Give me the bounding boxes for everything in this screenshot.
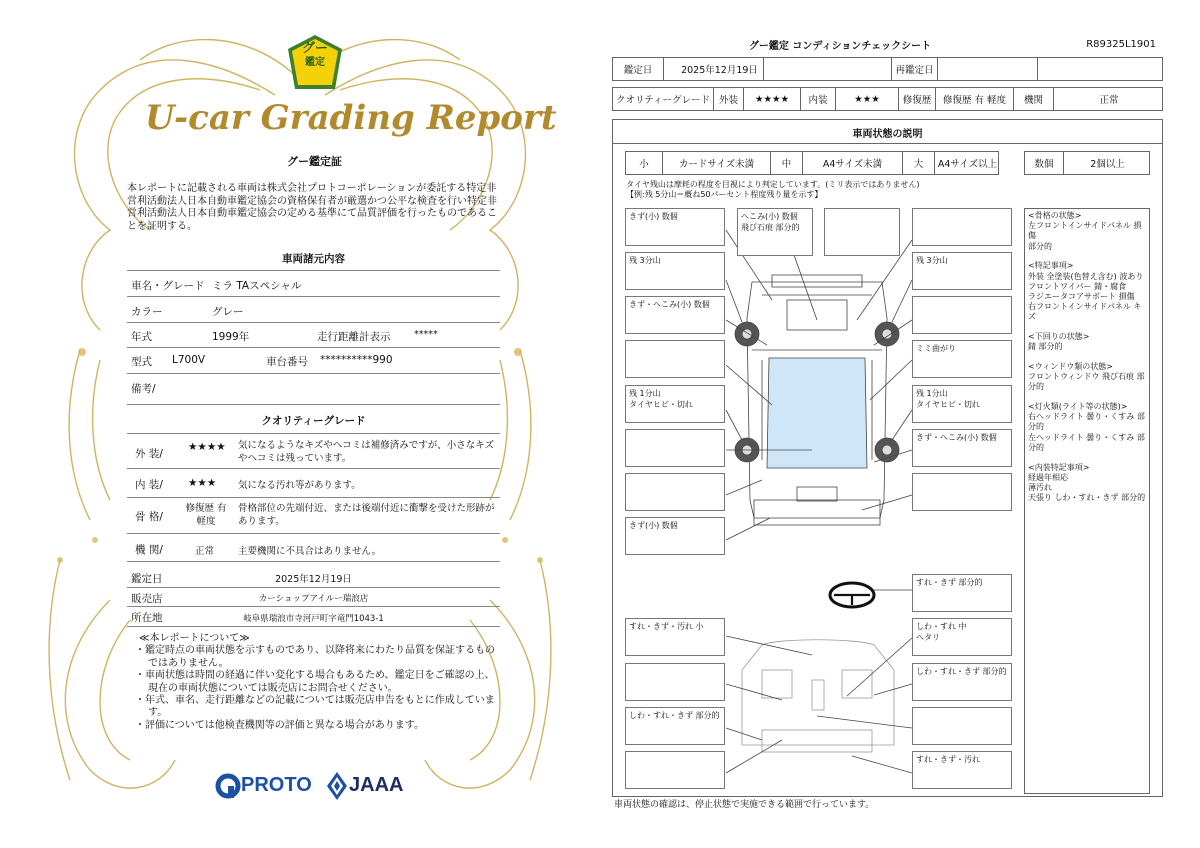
remarks-group xyxy=(1028,463,1146,504)
condition-box: しわ・すれ・きず 部分的 xyxy=(625,707,725,745)
condition-box: 残 1分山 タイヤヒビ・切れ xyxy=(912,385,1012,423)
row-engine-value: 正常 xyxy=(1053,88,1164,110)
report-script-title: U-car Grading Report xyxy=(145,98,557,138)
sheet-id: R89325L1901 xyxy=(1086,39,1156,50)
sheet-footer-note: 車両状態の確認は、停止状態で実施できる範囲で行っています。 xyxy=(614,800,875,810)
size-small: 小 xyxy=(639,159,649,170)
jaaa-logo-icon xyxy=(327,772,347,800)
remarks-panel xyxy=(1024,208,1150,794)
quality-section-title: クオリティーグレード xyxy=(261,415,366,427)
remarks-group xyxy=(1028,402,1146,453)
condition-box xyxy=(824,208,900,256)
color-label: カラー xyxy=(131,306,163,318)
shop-label: 販売店 xyxy=(131,593,163,605)
appraisal-date-value: 2025年12月19日 xyxy=(275,574,352,585)
remarks-line: フロントワイパー 錆・腐食 xyxy=(1028,281,1127,291)
condition-box xyxy=(625,429,725,467)
chassis-value: **********990 xyxy=(320,354,393,366)
quality-desc: 気になる汚れ等があります。 xyxy=(238,480,361,491)
row-int-label: 内装 xyxy=(800,88,835,110)
remarks-heading: <骨格の状態> xyxy=(1028,211,1082,220)
jaaa-logo-text: JAAA xyxy=(349,774,404,796)
appraisal-date-label: 鑑定日 xyxy=(131,573,163,585)
quality-desc: 主要機関に不具合はありません。 xyxy=(238,546,382,557)
remarks-line: 右ヘッドライト 曇り・くすみ 部分的 xyxy=(1028,412,1145,432)
car-name-label: 車名・グレード xyxy=(131,280,205,292)
quality-label: 外 装/ xyxy=(135,448,163,460)
count-desc: 2個以上 xyxy=(1063,152,1151,174)
report-notes xyxy=(135,633,495,732)
condition-box xyxy=(625,473,725,511)
remarks-heading: <特記事項> xyxy=(1028,261,1074,271)
date-label: 鑑定日 xyxy=(623,65,653,76)
condition-box: すれ・きず・汚れ 小 xyxy=(625,618,725,656)
size-large: 大 xyxy=(902,152,934,174)
quality-grade: ★★★★ xyxy=(188,441,226,453)
condition-box: しわ・すれ 中 ヘタリ xyxy=(912,618,1012,656)
color-value: グレー xyxy=(212,306,244,318)
count-label: 数個 xyxy=(1034,159,1054,170)
condition-box: きず(小) 数個 xyxy=(625,517,725,555)
note-item: ・鑑定時点の車両状態を示すものであり、以降将来にわたり品質を保証するものではありません。 xyxy=(135,645,495,669)
remarks-line: 薄汚れ xyxy=(1028,482,1052,492)
remarks-line: 外装 全塗装(色替え含む) 波あり xyxy=(1028,271,1144,281)
remarks-heading: <内装特記事項> xyxy=(1028,462,1090,472)
condition-box xyxy=(625,340,725,378)
badge-text xyxy=(287,42,343,70)
quality-grade: 修復歴 有 軽度 xyxy=(185,503,227,527)
car-name-value: ミラ TAスペシャル xyxy=(212,280,302,292)
notes-title: ≪本レポートについて≫ xyxy=(139,633,250,644)
remarks-group xyxy=(1028,261,1146,322)
remarks-line: 錆 部分的 xyxy=(1028,342,1063,352)
note-item: ・評価については他検査機関等の評価と異なる場合があります。 xyxy=(135,719,424,731)
certificate-text: 本レポートに記載される車両は株式会社プロトコーポレーションが委託する特定非営利活動法人日本自動車鑑定協会の資格保有者が厳選かつ公平な検査を行い特定非営利活動法人日本自動車鑑定協会の定める基準にて品質評価を行ったものであることを証明する。 xyxy=(127,183,497,232)
quality-label: 機 関/ xyxy=(135,544,163,556)
remarks-group xyxy=(1028,362,1146,393)
date-row xyxy=(612,57,1163,81)
note-item: ・年式、車名、走行距離などの記載については販売店申告をもとに作成しています。 xyxy=(135,695,495,719)
condition-box xyxy=(912,296,1012,334)
explain-title: 車両状態の説明 xyxy=(852,129,923,140)
year-label: 年式 xyxy=(131,331,152,343)
sheet-title: グー鑑定 コンディションチェックシート xyxy=(748,41,932,52)
condition-box: きず(小) 数個 xyxy=(625,208,725,246)
row-int-value: ★★★ xyxy=(835,88,898,110)
mileage-value: ***** xyxy=(414,329,438,340)
condition-box xyxy=(625,751,725,789)
logos xyxy=(215,770,415,802)
remarks-heading: <下回りの状態> xyxy=(1028,332,1090,342)
quality-grade: ★★★ xyxy=(188,477,217,489)
model-value: L700V xyxy=(172,354,206,366)
note-item: ・車両状態は時間の経過に伴い変化する場合もあるため、鑑定日をご確認の上、現在の車両状態については販売店にお問合せください。 xyxy=(135,670,495,694)
spec-section-title: 車両諸元内容 xyxy=(282,253,345,265)
condition-box: へこみ(小) 数個 飛び石痕 部分的 xyxy=(737,208,813,256)
quality-label: 骨 格/ xyxy=(135,511,163,523)
condition-box xyxy=(912,473,1012,511)
remarks-line: 部分的 xyxy=(1028,241,1052,251)
remarks-line: 天張り しわ・すれ・きず 部分的 xyxy=(1028,493,1146,503)
remarks-line: 経過年相応 xyxy=(1028,472,1068,482)
chassis-label: 車台番号 xyxy=(266,356,308,368)
redate-label: 再鑑定日 xyxy=(891,58,937,80)
proto-logo-text: PROTO xyxy=(241,774,312,796)
tire-note-2: 【例:残 5分山＝概ね50パーセント程度残り量を示す】 xyxy=(626,190,823,199)
remarks-heading: <ウィンドウ類の状態> xyxy=(1028,361,1113,371)
size-small-desc: カードサイズ未満 xyxy=(662,152,770,174)
size-medium-desc: A4サイズ未満 xyxy=(802,152,902,174)
condition-box: 残 3分山 xyxy=(625,252,725,290)
shop-value: カーショップアイルー瑞浪店 xyxy=(258,594,369,604)
size-large-desc: A4サイズ以上 xyxy=(934,152,1000,174)
remarks-group xyxy=(1028,332,1146,352)
condition-box: ミミ曲がり xyxy=(912,340,1012,378)
address-value: 岐阜県瑞浪市寺河戸町字竜門1043-1 xyxy=(243,614,384,624)
size-legend xyxy=(625,151,999,175)
row-engine-label: 機関 xyxy=(1013,88,1053,110)
remarks-line: ラジエータコアサポート 損傷 xyxy=(1028,291,1135,301)
size-medium: 中 xyxy=(770,152,802,174)
condition-box: きず・へこみ(小) 数個 xyxy=(912,429,1012,467)
row-quality-label: クオリティーグレード xyxy=(615,95,711,106)
remarks-line: フロントウィンドウ 飛び石痕 部分的 xyxy=(1028,372,1145,392)
quality-grade-row xyxy=(612,87,1163,111)
condition-box: すれ・きず・汚れ xyxy=(912,751,1012,789)
row-ext-value: ★★★★ xyxy=(743,88,800,110)
row-repair-label: 修復歴 xyxy=(898,88,935,110)
quality-grade: 正常 xyxy=(195,546,215,557)
proto-logo-icon xyxy=(215,773,241,799)
condition-box: すれ・きず 部分的 xyxy=(912,574,1012,612)
badge-line-2: 鑑定 xyxy=(305,57,325,68)
certificate-heading: グー鑑定証 xyxy=(287,155,342,168)
condition-box xyxy=(912,208,1012,246)
condition-box: しわ・すれ・きず 部分的 xyxy=(912,663,1012,701)
quality-label: 内 装/ xyxy=(135,479,163,491)
model-label: 型式 xyxy=(131,356,152,368)
quality-desc: 骨格部位の先端付近、または後端付近に衝撃を受けた形跡があります。 xyxy=(238,503,495,527)
row-ext-label: 外装 xyxy=(713,88,743,110)
address-label: 所在地 xyxy=(131,612,163,624)
remarks-group xyxy=(1028,211,1146,252)
remarks-label: 備考/ xyxy=(131,383,156,395)
condition-box xyxy=(912,707,1012,745)
tire-note-1: タイヤ残山は摩耗の程度を目視により判定しています。(ミリ表示ではありません) xyxy=(626,180,920,189)
condition-box xyxy=(625,663,725,701)
remarks-heading: <灯火類(ライト等の状態)> xyxy=(1028,402,1128,412)
condition-box: 残 3分山 xyxy=(912,252,1012,290)
quality-desc: 気になるようなキズやヘコミは補修済みですが、小さなキズやヘコミは残っています。 xyxy=(238,440,495,464)
remarks-line: 左ヘッドライト 曇り・くすみ 部分的 xyxy=(1028,432,1145,452)
count-legend xyxy=(1024,151,1150,175)
mileage-label: 走行距離計表示 xyxy=(317,331,391,343)
remarks-line: 左フロントインサイドパネル 損傷 xyxy=(1028,221,1142,241)
date-value: 2025年12月19日 xyxy=(663,58,775,80)
badge-line-1: グー xyxy=(301,41,328,56)
remarks-line: 右フロントインサイドパネル キズ xyxy=(1028,302,1142,322)
condition-box: 残 1分山 タイヤヒビ・切れ xyxy=(625,385,725,423)
row-repair-value: 修復歴 有 軽度 xyxy=(935,88,1013,110)
condition-box: きず・へこみ(小) 数個 xyxy=(625,296,725,334)
year-value: 1999年 xyxy=(212,331,250,343)
